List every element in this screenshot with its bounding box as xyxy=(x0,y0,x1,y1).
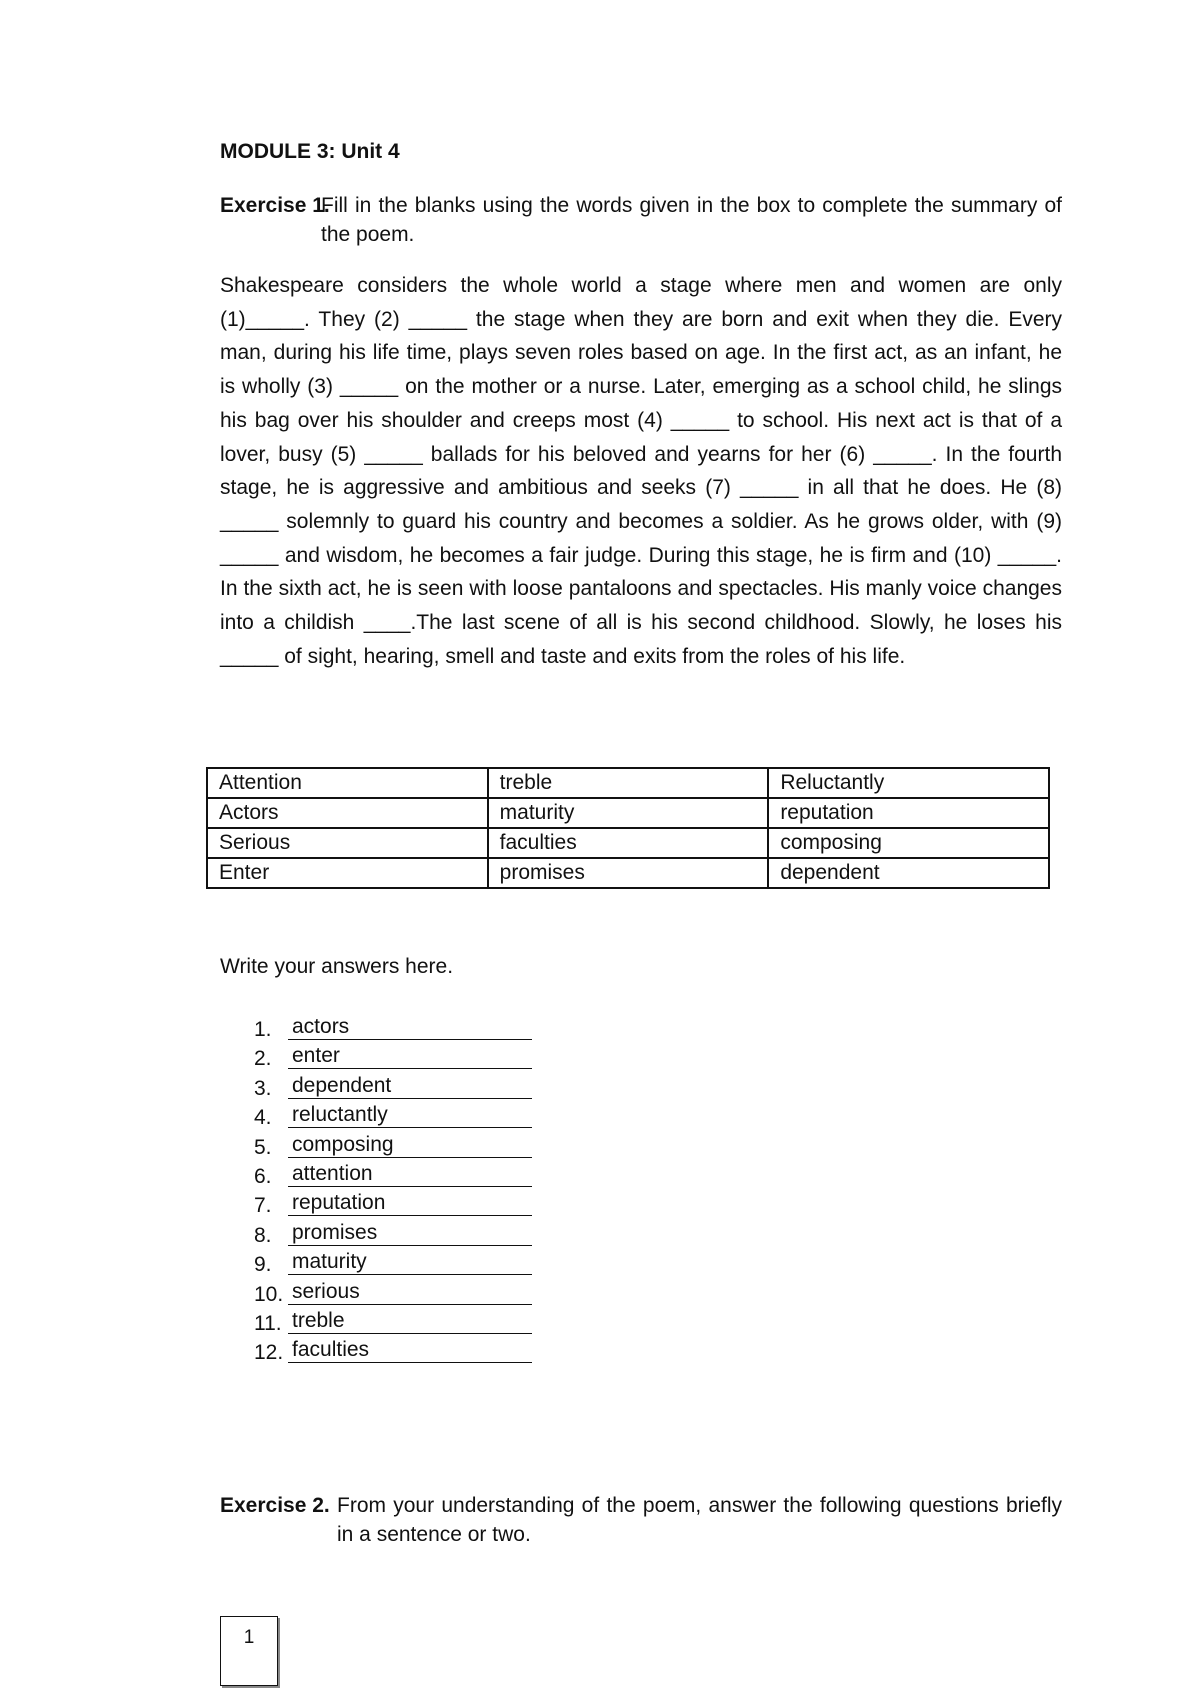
exercise-2-wrapper xyxy=(220,1491,1062,1569)
answer-number: 10. xyxy=(254,1282,284,1306)
answer-field[interactable]: dependent xyxy=(288,1074,532,1099)
document-page xyxy=(219,140,1062,1546)
answer-field[interactable]: composing xyxy=(288,1133,532,1158)
answer-item xyxy=(254,1133,532,1162)
answer-field[interactable]: enter xyxy=(288,1044,532,1069)
word-box-row xyxy=(207,828,1049,858)
word-box-row xyxy=(207,768,1049,798)
word-box-table xyxy=(206,767,1050,889)
answer-field[interactable]: promises xyxy=(288,1221,532,1246)
answer-item xyxy=(254,1074,532,1103)
answer-field[interactable]: reluctantly xyxy=(288,1103,532,1128)
answer-field[interactable]: actors xyxy=(288,1015,532,1040)
answer-number: 5. xyxy=(254,1135,272,1159)
word-box-cell: promises xyxy=(488,858,769,888)
answer-number: 12. xyxy=(254,1341,284,1365)
word-box-row xyxy=(207,858,1049,888)
answers-list xyxy=(254,1015,532,1368)
answer-item xyxy=(254,1162,532,1191)
word-box-cell: reputation xyxy=(768,798,1049,828)
answer-item xyxy=(254,1015,532,1044)
answer-number: 6. xyxy=(254,1164,272,1188)
word-box-row xyxy=(207,798,1049,828)
summary-paragraph: Shakespeare considers the whole world a stage where men and women are only (1)_____. They (2) _____ the stage when they are born and exit when they die. Every man, during his life time, plays seven roles based on age. In the first act, as an infant, he is wholly (3) _____ on the mother or a nurse. Later, emerging as a school child, he slings his bag over his shoulder and creeps most (4) _____ to school. His next act is that of a lover, busy (5) _____ ballads for his beloved and yearns for her (6) _____. In the fourth stage, he is aggressive and ambitious and seeks (7) _____ in all that he does. He (8) _____ solemnly to guard his country and becomes a soldier. As he grows older, with (9) _____ and wisdom, he becomes a fair judge. During this stage, he is firm and (10) _____. In the sixth act, he is seen with loose pantaloons and spectacles. His manly voice changes into a childish ____.The last scene of all is his second childhood. Slowly, he loses his _____ of sight, hearing, smell and taste and exits from the roles of his life. xyxy=(220,274,1062,668)
answer-field[interactable]: attention xyxy=(288,1162,532,1187)
exercise-2-instruction: From your understanding of the poem, answer the following questions briefly in a sentence or two. xyxy=(337,1494,1062,1546)
answer-item xyxy=(254,1250,532,1279)
word-box-cell: faculties xyxy=(488,828,769,858)
answer-field[interactable]: serious xyxy=(288,1280,532,1305)
answer-item xyxy=(254,1044,532,1073)
exercise-2 xyxy=(220,1491,1062,1549)
answer-number: 2. xyxy=(254,1047,272,1071)
word-box-cell: Enter xyxy=(207,858,488,888)
answer-item xyxy=(254,1221,532,1250)
answer-number: 9. xyxy=(254,1253,272,1277)
answer-item xyxy=(254,1338,532,1367)
word-box-cell: Serious xyxy=(207,828,488,858)
answer-number: 8. xyxy=(254,1223,272,1247)
answers-heading: Write your answers here. xyxy=(220,955,454,978)
exercise-1-label: Exercise 1. xyxy=(220,194,330,217)
word-box-cell: Attention xyxy=(207,768,488,798)
word-box-cell: dependent xyxy=(768,858,1049,888)
answer-number: 1. xyxy=(254,1018,272,1041)
word-box-cell: Actors xyxy=(207,798,488,828)
answer-field[interactable]: treble xyxy=(288,1309,532,1334)
answer-field[interactable]: reputation xyxy=(288,1191,532,1216)
word-box-cell: maturity xyxy=(488,798,769,828)
answer-item xyxy=(254,1280,532,1309)
word-box-cell: composing xyxy=(768,828,1049,858)
module-title: MODULE 3: Unit 4 xyxy=(220,140,400,163)
word-box-cell: treble xyxy=(488,768,769,798)
answer-number: 11. xyxy=(254,1311,282,1335)
page-number: 1 xyxy=(243,1627,255,1648)
answer-number: 4. xyxy=(254,1106,272,1130)
exercise-1-instruction: Fill in the blanks using the words given in the box to complete the summary of the poem. xyxy=(321,194,1062,246)
answer-number: 3. xyxy=(254,1076,272,1100)
exercise-2-label: Exercise 2. xyxy=(220,1494,330,1517)
answer-number: 7. xyxy=(254,1194,272,1218)
answer-item xyxy=(254,1309,532,1338)
answer-field[interactable]: maturity xyxy=(288,1250,532,1275)
answer-item xyxy=(254,1191,532,1220)
exercise-1 xyxy=(220,191,1062,249)
word-box-cell: Reluctantly xyxy=(768,768,1049,798)
answer-field[interactable]: faculties xyxy=(288,1338,532,1363)
answer-item xyxy=(254,1103,532,1132)
page-number-box xyxy=(220,1616,278,1686)
